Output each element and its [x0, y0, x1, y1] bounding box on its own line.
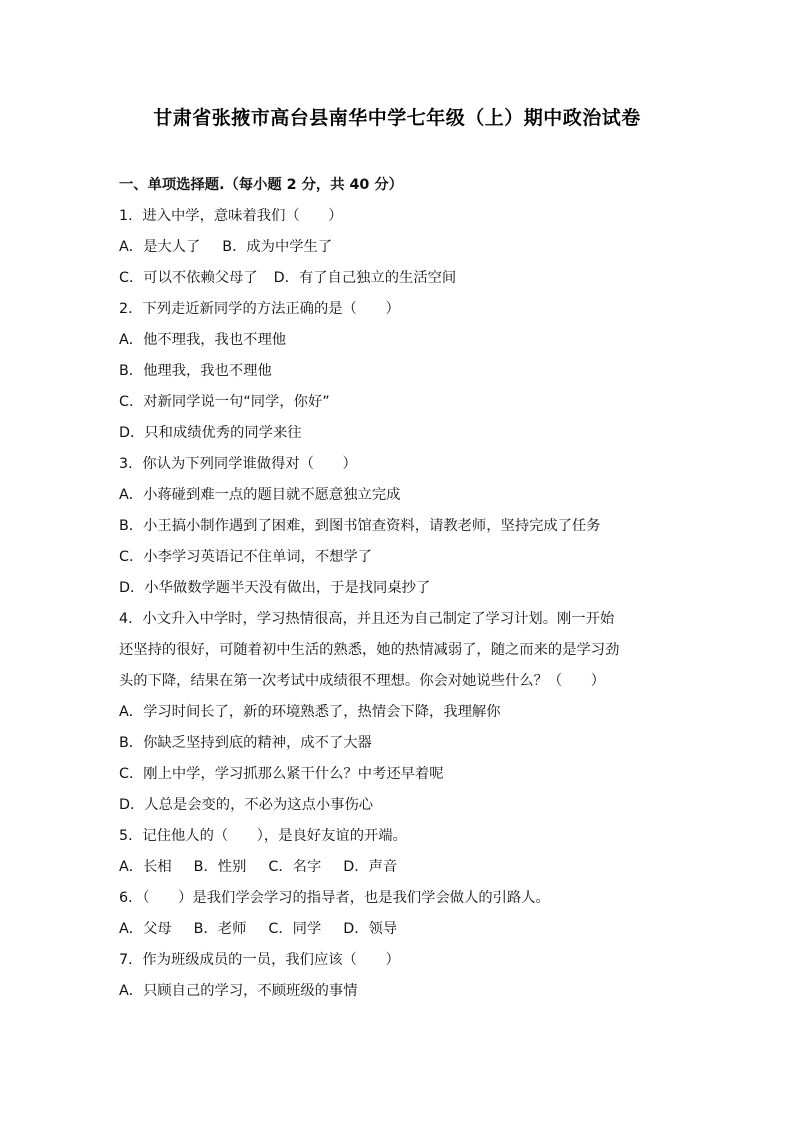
question-6-stem: 6．（ ）是我们学会学习的指导者，也是我们学会做人的引路人。 — [119, 890, 550, 906]
question-1-option-b: B．成为中学生了 — [222, 239, 333, 255]
question-5-stem: 5．记住他人的（ ），是良好友谊的开端。 — [119, 828, 407, 844]
question-4-option-b: B．你缺乏坚持到底的精神，成不了大器 — [119, 735, 372, 751]
question-4-option-a: A．学习时间长了，新的环境熟悉了，热情会下降，我理解你 — [119, 704, 501, 720]
question-5-option-c: C．名字 — [268, 859, 322, 875]
question-2-option-a: A．他不理我，我也不理他 — [119, 332, 287, 348]
question-5-option-b: B．性别 — [193, 859, 247, 875]
question-2-option-b: B．他理我，我也不理他 — [119, 363, 272, 379]
question-2-stem: 2．下列走近新同学的方法正确的是（ ） — [119, 301, 400, 317]
question-5-option-a: A．长相 — [119, 859, 172, 875]
question-4-stem-line-2: 还坚持的很好，可随着初中生活的熟悉，她的热情减弱了，随之而来的是学习劲 — [119, 642, 620, 658]
question-1-option-a: A．是大人了 — [119, 239, 201, 255]
question-7-stem: 7．作为班级成员的一员，我们应该（ ） — [119, 952, 400, 968]
question-3-option-c: C．小李学习英语记不住单词，不想学了 — [119, 549, 373, 565]
question-6-options-row — [119, 916, 679, 947]
question-1-option-d: D．有了自己独立的生活空间 — [273, 270, 457, 286]
question-3-option-b: B．小王搞小制作遇到了困难，到图书馆查资料，请教老师，坚持完成了任务 — [119, 518, 601, 534]
question-1-option-c: C．可以不依赖父母了 — [119, 270, 258, 286]
question-5-option-d: D．声音 — [343, 859, 398, 875]
question-6-option-d: D．领导 — [343, 921, 398, 937]
question-4-stem-line-1: 4．小文升入中学时，学习热情很高，并且还为自己制定了学习计划。刚一开始 — [119, 611, 615, 627]
question-3-option-a: A．小蒋碰到难一点的题目就不愿意独立完成 — [119, 487, 401, 503]
question-7-option-a: A．只顾自己的学习，不顾班级的事情 — [119, 983, 358, 999]
question-1-options-row-2 — [119, 265, 679, 296]
exam-content — [119, 172, 679, 1009]
question-1-options-row-1 — [119, 234, 679, 265]
section-heading: 一、单项选择题.（每小题 2 分，共 40 分） — [119, 177, 403, 193]
question-3-option-d: D．小华做数学题半天没有做出，于是找同桌抄了 — [119, 580, 431, 596]
question-4-stem-line-3: 头的下降，结果在第一次考试中成绩很不理想。你会对她说些什么？（ ） — [119, 673, 606, 689]
exam-title: 甘肃省张掖市高台县南华中学七年级（上）期中政治试卷 — [153, 107, 641, 129]
question-3-stem: 3．你认为下列同学谁做得对（ ） — [119, 456, 357, 472]
question-4-option-c: C．刚上中学，学习抓那么紧干什么？中考还早着呢 — [119, 766, 444, 782]
question-6-option-b: B．老师 — [193, 921, 247, 937]
question-2-option-d: D．只和成绩优秀的同学来往 — [119, 425, 302, 441]
question-6-option-c: C．同学 — [268, 921, 322, 937]
question-5-options-row — [119, 854, 679, 885]
question-1-stem: 1．进入中学，意味着我们（ ） — [119, 208, 343, 224]
question-6-option-a: A．父母 — [119, 921, 172, 937]
question-2-option-c: C．对新同学说一句“同学，你好” — [119, 394, 330, 410]
question-4-option-d: D．人总是会变的，不必为这点小事伤心 — [119, 797, 374, 813]
